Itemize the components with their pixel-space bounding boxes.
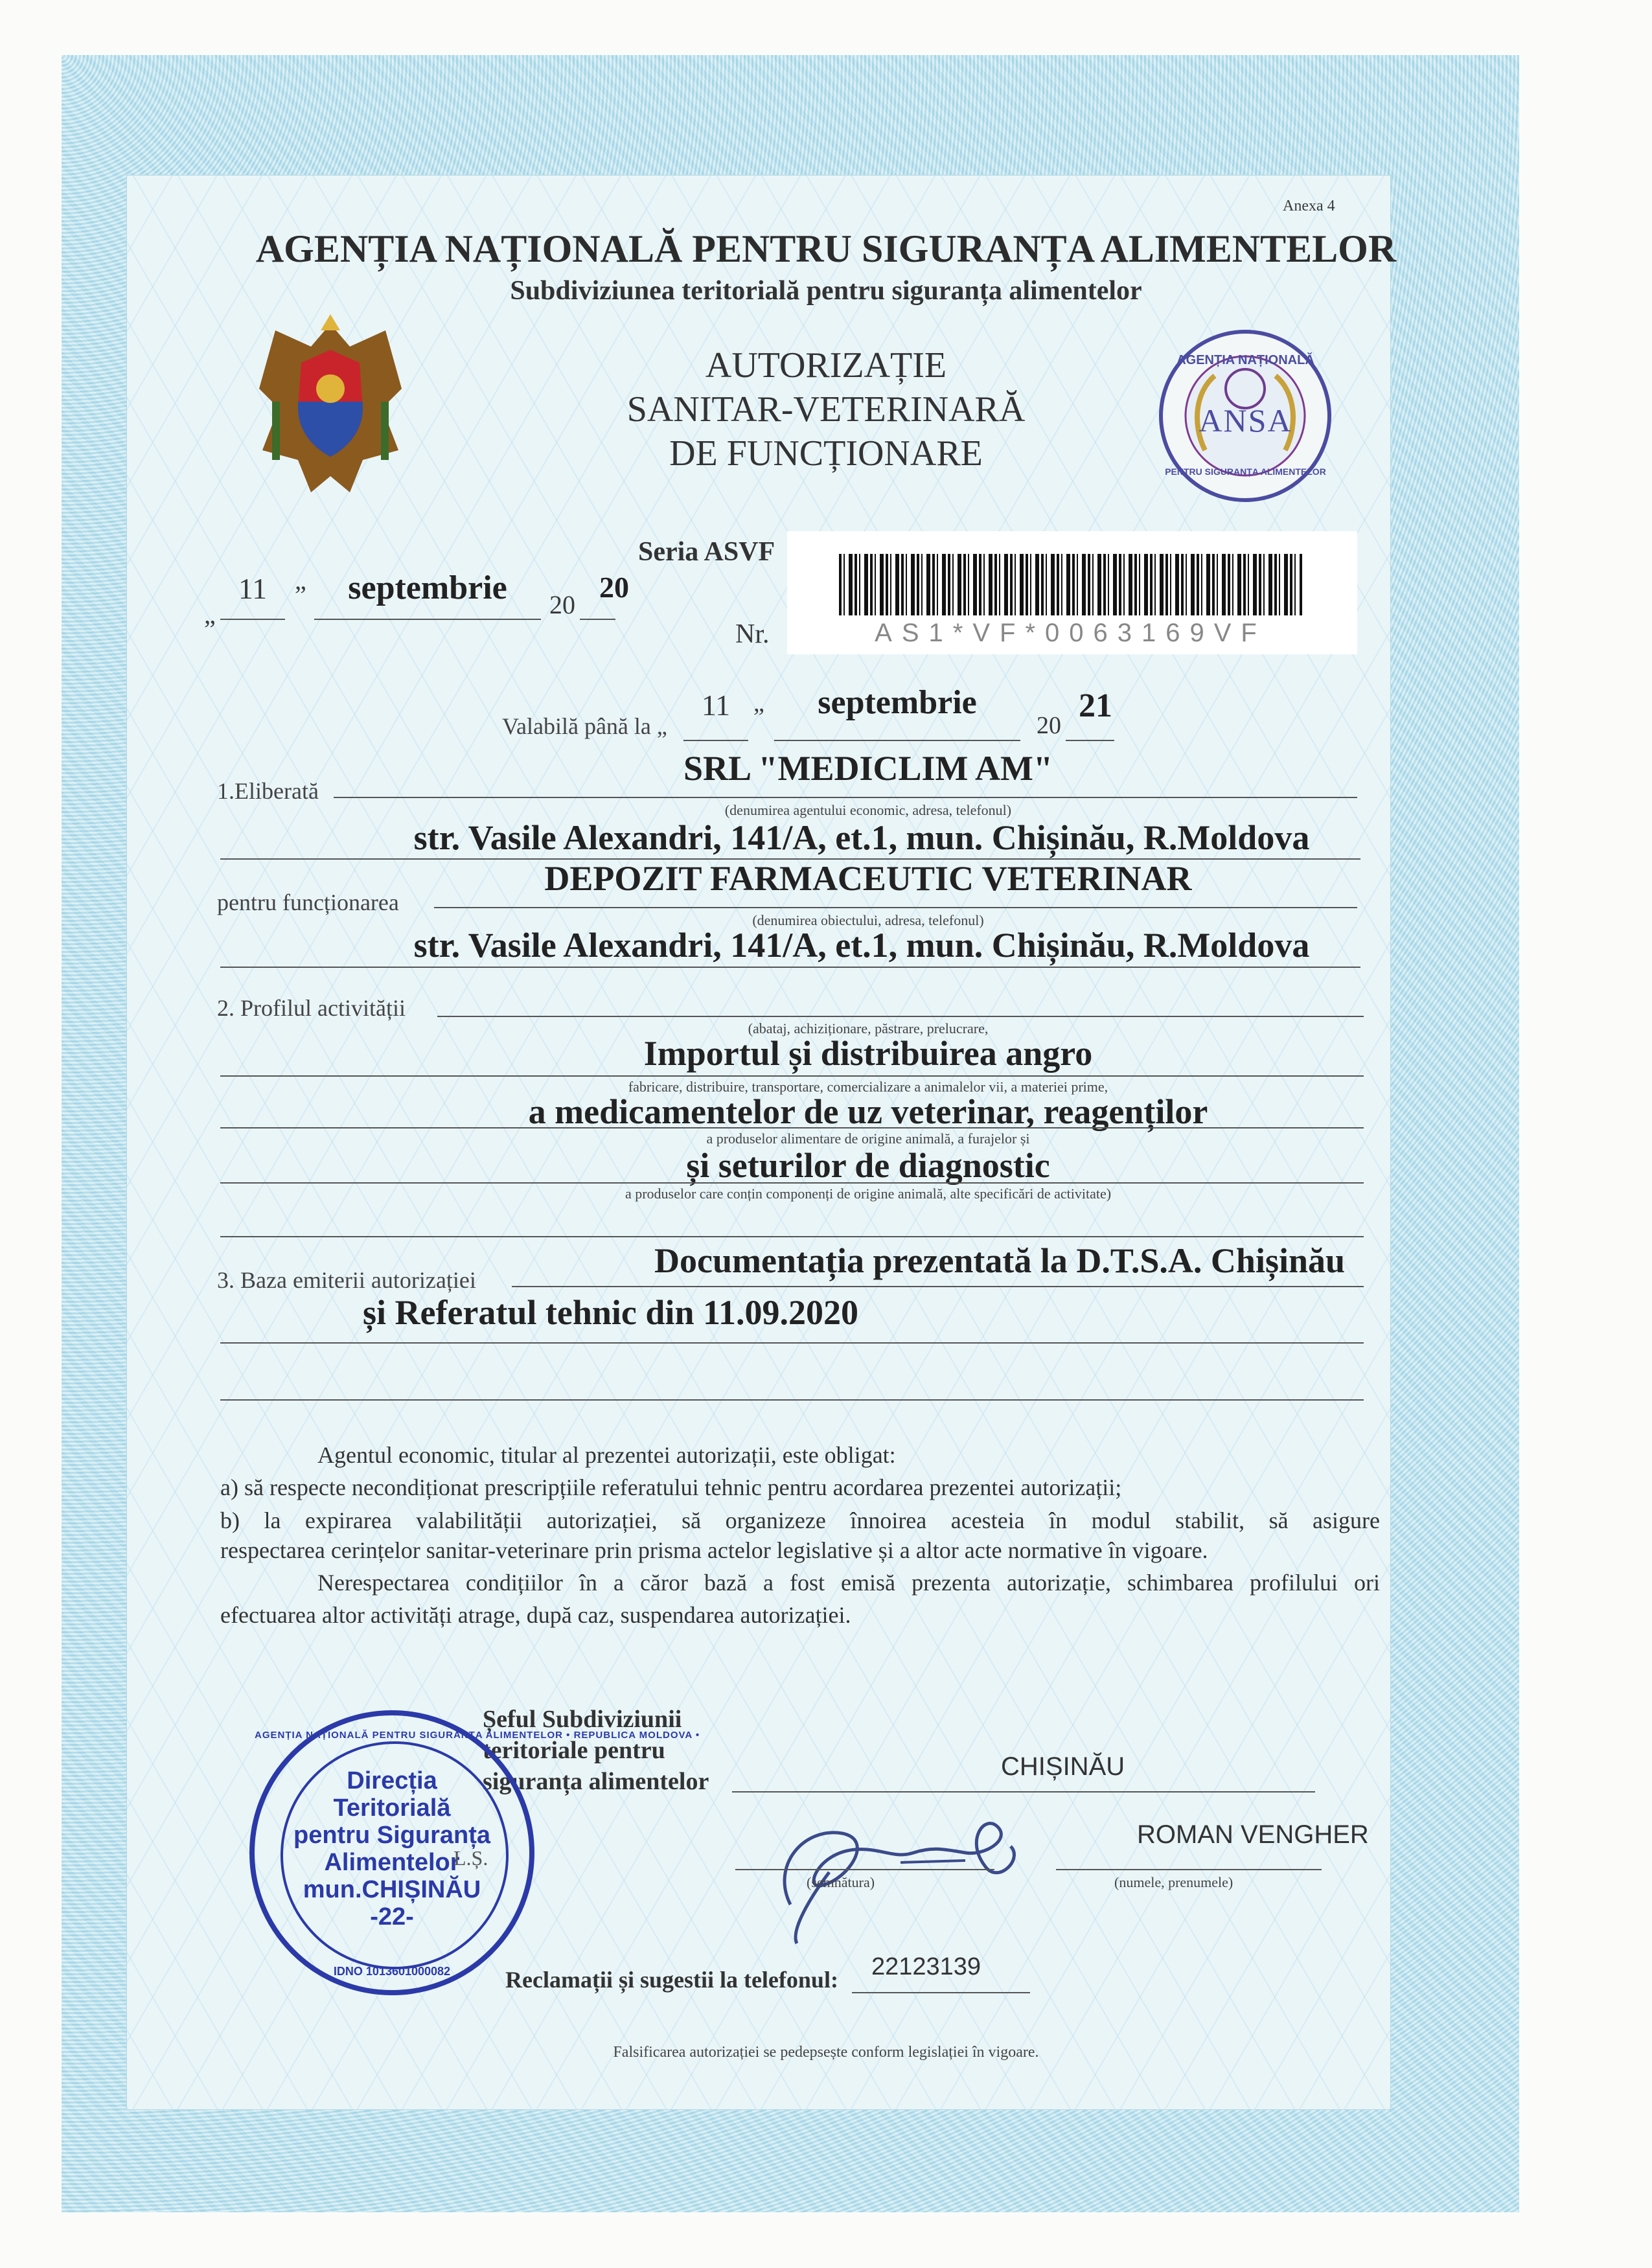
profile-rule-2: [220, 1127, 1364, 1128]
profile-rule-4: [220, 1236, 1364, 1237]
phone-line: [852, 1992, 1030, 1993]
doc-title-line-2: SANITAR-VETERINARĂ: [626, 389, 1026, 430]
obligation-b-line-1: b) la expirarea valabilității autorizației, să organizeze înnoirea acesteia în modul stabilit, să asigure: [220, 1507, 1380, 1533]
ansa-logo-top-text: AGENȚIA NAȚIONALĂ: [1176, 353, 1314, 367]
barcode-bars: [839, 554, 1302, 615]
chief-title-line-2: teritoriale pentru: [483, 1737, 665, 1764]
basis-rule-1: [220, 1342, 1364, 1344]
object-address-line: [220, 967, 1360, 968]
doc-title-line-1: AUTORIZAȚIE: [705, 345, 947, 385]
profile-line-1: Importul și distribuirea angro: [643, 1034, 1093, 1073]
barcode-label: [787, 531, 1357, 654]
issue-month-line: [314, 619, 541, 620]
operation-label: pentru funcționarea: [217, 889, 399, 915]
issue-year: 20: [599, 571, 629, 604]
nr-label: Nr.: [735, 619, 770, 649]
profile-hint-3: a produselor alimentare de origine animală, a furajelor și: [706, 1130, 1030, 1147]
issue-day-line: [220, 619, 285, 620]
profile-hint-4: a produselor care conțin componenți de origine animală, alte specificări de activitate): [625, 1186, 1112, 1202]
issue-day: 11: [238, 572, 268, 605]
obligations-intro: Agentul economic, titular al prezentei autorizații, este obligat:: [317, 1442, 896, 1468]
issued-label: 1.Eliberată: [217, 778, 319, 804]
stamp-line-1: Direcția: [347, 1767, 437, 1794]
valid-year: 21: [1079, 687, 1112, 724]
profile-label: 2. Profilul activității: [217, 995, 406, 1021]
ansa-monogram: ANSA: [1199, 402, 1292, 439]
stamp-line-5: mun.CHIȘINĂU: [303, 1876, 481, 1903]
stamp-line-3: pentru Siguranța: [293, 1822, 491, 1849]
basis-rule-2: [220, 1399, 1364, 1401]
issue-quote-close: ”: [295, 580, 306, 610]
agency-title: AGENȚIA NAȚIONALĂ PENTRU SIGURANȚA ALIMENTELOR: [255, 227, 1397, 270]
chief-title-line-1: Șeful Subdiviziunii: [483, 1706, 682, 1733]
profile-line-0: [437, 1016, 1364, 1017]
ansa-logo-bottom-text: PENTRU SIGURANȚA ALIMENTELOR: [1165, 466, 1326, 477]
stamp-line-2: Teritorială: [333, 1794, 451, 1822]
handwritten-signature: [751, 1788, 1037, 1956]
profile-rule-3: [220, 1182, 1364, 1184]
signature-line: [735, 1869, 994, 1870]
valid-quote-close: ”: [753, 704, 764, 731]
valid-day-line: [683, 740, 748, 741]
stamp-idno: IDNO 1013601000082: [333, 1965, 451, 1978]
series-label: Seria ASVF: [638, 537, 775, 567]
chief-title-line-3: siguranța alimentelor: [483, 1768, 709, 1795]
name-line: [1056, 1869, 1322, 1870]
valid-until-label: Valabilă până la „: [502, 713, 667, 739]
profile-hint-2: fabricare, distribuire, transportare, comercializare a animalelor vii, a materiei prime,: [628, 1079, 1108, 1095]
barcode-number: AS1*VF*0063169VF: [875, 619, 1267, 647]
footer-warning: Falsificarea autorizației se pedepsește conform legislației în vigoare.: [613, 2044, 1039, 2061]
valid-day: 11: [701, 689, 731, 722]
obligation-n-line-1: Nerespectarea condițiilor în a căror bază a fost emisă prezenta autorizație, schimbarea profilului ori: [317, 1570, 1380, 1596]
stamp-line-6: -22-: [370, 1903, 414, 1930]
ansa-logo: [1156, 327, 1335, 505]
obligation-n-line-2: efectuarea altor activități atrage, după caz, suspendarea autorizației.: [220, 1602, 851, 1628]
stamp-ring-text: AGENȚIA NAȚIONALĂ PENTRU SIGURANȚA ALIMENTELOR • REPUBLICA MOLDOVA •: [255, 1730, 700, 1741]
subdivision-title: Subdiviziunea teritorială pentru siguranța alimentelor: [510, 276, 1142, 306]
issue-year-line: [580, 619, 615, 620]
company-address: str. Vasile Alexandri, 141/A, et.1, mun. Chișinău, R.Moldova: [413, 818, 1310, 857]
profile-line-2: a medicamentelor de uz veterinar, reagenților: [528, 1092, 1208, 1131]
signature-hint: (semnătura): [807, 1874, 875, 1890]
valid-year-line: [1066, 740, 1114, 741]
obligation-b-line-2: respectarea cerințelor sanitar-veterinare prin prisma actelor legislative și a altor acte normative în vigoare.: [220, 1537, 1208, 1563]
doc-title-line-3: DE FUNCȚIONARE: [669, 433, 983, 474]
issued-line: [334, 797, 1357, 798]
basis-label: 3. Baza emiterii autorizației: [217, 1267, 476, 1293]
issue-quote-open: „: [204, 600, 216, 629]
object-address: str. Vasile Alexandri, 141/A, et.1, mun. Chișinău, R.Moldova: [413, 926, 1310, 965]
annex-label: Anexa 4: [1283, 198, 1335, 214]
profile-hint-1: (abataj, achiziționare, păstrare, prelucrare,: [748, 1020, 989, 1037]
issue-month: septembrie: [348, 569, 507, 606]
issued-hint: (denumirea agentului economic, adresa, telefonul): [724, 802, 1012, 818]
object-name: DEPOZIT FARMACEUTIC VETERINAR: [544, 859, 1192, 898]
profile-line-3: și seturilor de diagnostic: [686, 1146, 1050, 1185]
moldova-coat-of-arms-icon: [253, 311, 408, 499]
stamp-place-label: L.Ș.: [453, 1846, 488, 1870]
official-name: ROMAN VENGHER: [1137, 1820, 1369, 1849]
phone-number: 22123139: [871, 1953, 981, 1980]
company-name: SRL "MEDICLIM AM": [683, 749, 1053, 788]
valid-year-prefix: 20: [1037, 712, 1061, 739]
issue-year-prefix: 20: [549, 590, 575, 619]
obligation-a: a) să respecte necondiționat prescripțiile referatului tehnic pentru acordarea prezentei autorizații;: [220, 1474, 1122, 1500]
operation-hint: (denumirea obiectului, adresa, telefonul): [752, 912, 984, 928]
profile-rule-1: [220, 1075, 1364, 1077]
stamp-line-4: Alimentelor: [324, 1849, 460, 1876]
name-hint: (numele, prenumele): [1114, 1874, 1233, 1890]
valid-month: septembrie: [818, 684, 977, 721]
basis-line-2: și Referatul tehnic din 11.09.2020: [363, 1293, 858, 1332]
valid-month-line: [774, 740, 1020, 741]
phone-label: Reclamații și sugestii la telefonul:: [505, 1967, 838, 1993]
city-name: CHIȘINĂU: [1001, 1752, 1125, 1781]
basis-line-1: Documentația prezentată la D.T.S.A. Chișinău: [654, 1241, 1346, 1280]
operation-line: [434, 907, 1357, 908]
basis-rule-0: [512, 1286, 1364, 1287]
